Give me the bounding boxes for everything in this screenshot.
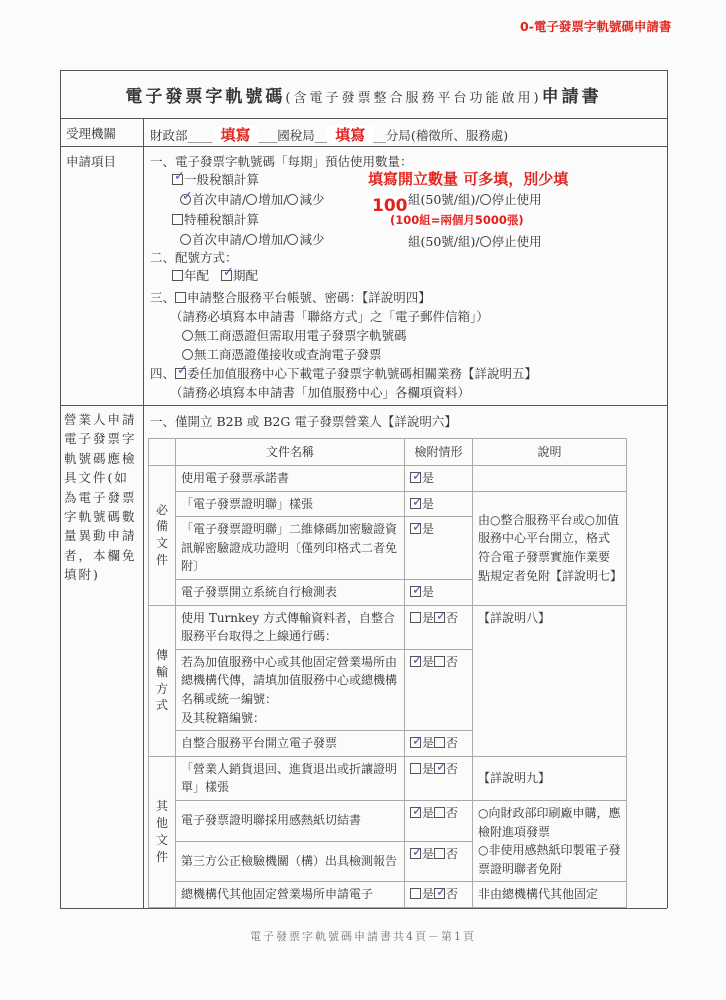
- annotation-note: 填寫開立數量 可多填，別少填: [368, 170, 569, 188]
- desc-cell: 非由總機構代其他固定: [473, 882, 627, 908]
- document-name: 「營業人銷貨退回、進貨退出或折讓證明單」樣張: [176, 756, 405, 800]
- document-name: 電子發票開立系統自行檢測表: [176, 579, 405, 605]
- docs-section-1: 一、僅開立 B2B 或 B2G 電子發票營業人【詳說明六】: [150, 414, 457, 429]
- document-name: 使用電子發票承諾書: [176, 466, 405, 492]
- agency-label: 受理機關: [66, 126, 117, 141]
- checkbox[interactable]: [434, 737, 445, 748]
- special-tax-option[interactable]: 特種稅額計算: [172, 210, 259, 228]
- section-3-note: （請務必填寫本申請書「聯絡方式」之「電子郵件信箱」）: [170, 309, 489, 324]
- document-name: 第三方公正檢驗機關（構）出具檢測報告: [176, 841, 405, 882]
- special-request-type: 首次申請/ 增加/ 減少: [180, 230, 324, 248]
- radio-stop[interactable]: [480, 236, 491, 247]
- agency-fill-2[interactable]: 填寫: [327, 126, 373, 144]
- checkbox-checked[interactable]: [410, 848, 421, 859]
- desc-cell: 由○整合服務平台或○加值服務中心平台開立，格式符合電子發票實施作業要點規定者免附【詳說明七】: [473, 491, 627, 605]
- attachment-status: ✓ 是: [405, 466, 473, 492]
- attachment-status: ✓ 是: [405, 491, 473, 517]
- agency-line: 財政部____ 填寫 ___國稅局__ 填寫 __分局(稽徵所、服務處): [150, 126, 509, 144]
- checkbox-checked[interactable]: [410, 498, 421, 509]
- desc-cell: 【詳說明八】: [473, 605, 627, 756]
- general-unit: 組(50號/組)/ 停止使用: [408, 192, 542, 207]
- checkbox-checked[interactable]: [410, 586, 421, 597]
- document-name: 總機構代其他固定營業場所申請電子: [176, 882, 405, 908]
- desc-cell: ○向財政部印刷廠申購，應檢附進項發票 ○非使用感熱紙印製電子發票證明聯者免附: [473, 800, 627, 881]
- checkbox-year[interactable]: [172, 270, 183, 281]
- attachment-status: ✓ 是: [405, 579, 473, 605]
- table-row: [149, 491, 627, 517]
- document-name: 自整合服務平台開立電子發票: [176, 731, 405, 757]
- corner-label: 0-電子發票字軌號碼申請書: [520, 19, 672, 34]
- checkbox-checked[interactable]: [410, 807, 421, 818]
- checkbox[interactable]: [410, 888, 421, 899]
- checkbox[interactable]: [434, 807, 445, 818]
- section-4-note: （請務必填寫本申請書「加值服務中心」各欄項資料）: [170, 385, 471, 400]
- section-4: 四、✓ 委任加值服務中心下載電子發票字軌號碼相關業務【詳說明五】: [150, 364, 537, 382]
- quantity-field[interactable]: 100: [368, 196, 412, 216]
- checkbox[interactable]: [410, 763, 421, 774]
- checkbox-checked[interactable]: [434, 612, 445, 623]
- checkbox-checked[interactable]: [410, 472, 421, 483]
- attachment-status: 是✓ 否: [405, 756, 473, 800]
- checkbox[interactable]: [172, 214, 183, 225]
- section-1-heading: 一、電子發票字軌號碼「每期」預估使用數量：: [150, 154, 413, 169]
- radio-stop[interactable]: [480, 194, 491, 205]
- agency-fill-1[interactable]: 填寫: [213, 126, 259, 144]
- checkbox-period[interactable]: [221, 270, 232, 281]
- document-name: 若為加值服務中心或其他固定營業場所由總機構代傳，請填加值服務中心或總機構名稱或統一編號： 及其稅籍編號：: [176, 649, 405, 730]
- documents-table: [148, 438, 627, 908]
- desc-cell: 【詳說明九】: [473, 756, 627, 800]
- annotation-note-2: (100組=兩個月5000張): [390, 213, 524, 227]
- attachment-status: ✓是 否: [405, 649, 473, 730]
- checkbox-checked[interactable]: [410, 656, 421, 667]
- general-request-type: ✓首次申請/ 增加/ 減少: [180, 190, 324, 208]
- header-check: 檢附情形: [405, 439, 473, 466]
- checkbox-platform-account[interactable]: [175, 292, 186, 303]
- table-row: [149, 605, 627, 649]
- category-cell: 其他文件: [149, 756, 176, 907]
- table-header: [149, 439, 627, 466]
- apply-label: 申請項目: [66, 154, 117, 169]
- table-row: [149, 800, 627, 841]
- special-unit: 組(50號/組)/ 停止使用: [408, 234, 542, 249]
- s3-option-2[interactable]: 無工商憑證僅接收或查詢電子發票: [182, 345, 382, 363]
- radio-increase[interactable]: [246, 234, 257, 245]
- category-cell: 傳輸方式: [149, 605, 176, 756]
- checkbox[interactable]: [434, 848, 445, 859]
- table-row: [149, 756, 627, 800]
- attachment-status: ✓ 是 否: [405, 731, 473, 757]
- attachment-status: ✓是 否: [405, 800, 473, 841]
- header-name: 文件名稱: [176, 439, 405, 466]
- page-footer: 電子發票字軌號碼申請書共4頁－第1頁: [250, 930, 476, 943]
- header-desc: 說明: [473, 439, 627, 466]
- table-row: [149, 466, 627, 492]
- page-title: 電子發票字軌號碼(含電子發票整合服務平台功能啟用)申請書: [125, 87, 602, 107]
- allocation-options: 年配 ✓ 期配: [172, 266, 258, 284]
- radio-decrease[interactable]: [287, 194, 298, 205]
- checkbox-checked[interactable]: [410, 737, 421, 748]
- section-2-heading: 二、配號方式：: [150, 250, 238, 265]
- document-name: 「電子發票證明聯」樣張: [176, 491, 405, 517]
- table-row: [149, 882, 627, 908]
- document-name: 使用 Turnkey 方式傳輸資料者，自整合服務平台取得之上線通行碼：: [176, 605, 405, 649]
- checkbox-vas-center[interactable]: [175, 368, 186, 379]
- document-name: 電子發票證明聯採用感熱紙切結書: [176, 800, 405, 841]
- checkbox[interactable]: [434, 656, 445, 667]
- section-3: 三、 申請整合服務平台帳號、密碼：【詳說明四】: [150, 290, 431, 305]
- radio-first[interactable]: [180, 234, 191, 245]
- docs-label: 營業人申請電子發票字軌號碼應檢具文件(如為電子發票字軌號碼數量異動申請者，本欄免填附): [64, 412, 137, 582]
- radio-first[interactable]: [180, 194, 191, 205]
- attachment-status: ✓是 否: [405, 841, 473, 882]
- attachment-status: 是✓ 否: [405, 882, 473, 908]
- general-tax-option[interactable]: ✓一般稅額計算: [172, 170, 259, 188]
- checkbox[interactable]: [410, 612, 421, 623]
- checkbox-checked[interactable]: [410, 523, 421, 534]
- checkbox-checked[interactable]: [434, 763, 445, 774]
- attachment-status: ✓是: [405, 517, 473, 580]
- radio-decrease[interactable]: [287, 234, 298, 245]
- checkbox-checked[interactable]: [434, 888, 445, 899]
- category-cell: 必備文件: [149, 466, 176, 606]
- radio-increase[interactable]: [246, 194, 257, 205]
- attachment-status: 是✓ 否: [405, 605, 473, 649]
- checkbox-checked[interactable]: [172, 174, 183, 185]
- document-name: 「電子發票證明聯」二維條碼加密驗證資訊解密驗證成功證明〔僅列印格式二者免附〕: [176, 517, 405, 580]
- desc-cell: [473, 466, 627, 492]
- s3-option-1[interactable]: 無工商憑證但需取用電子發票字軌號碼: [182, 326, 407, 344]
